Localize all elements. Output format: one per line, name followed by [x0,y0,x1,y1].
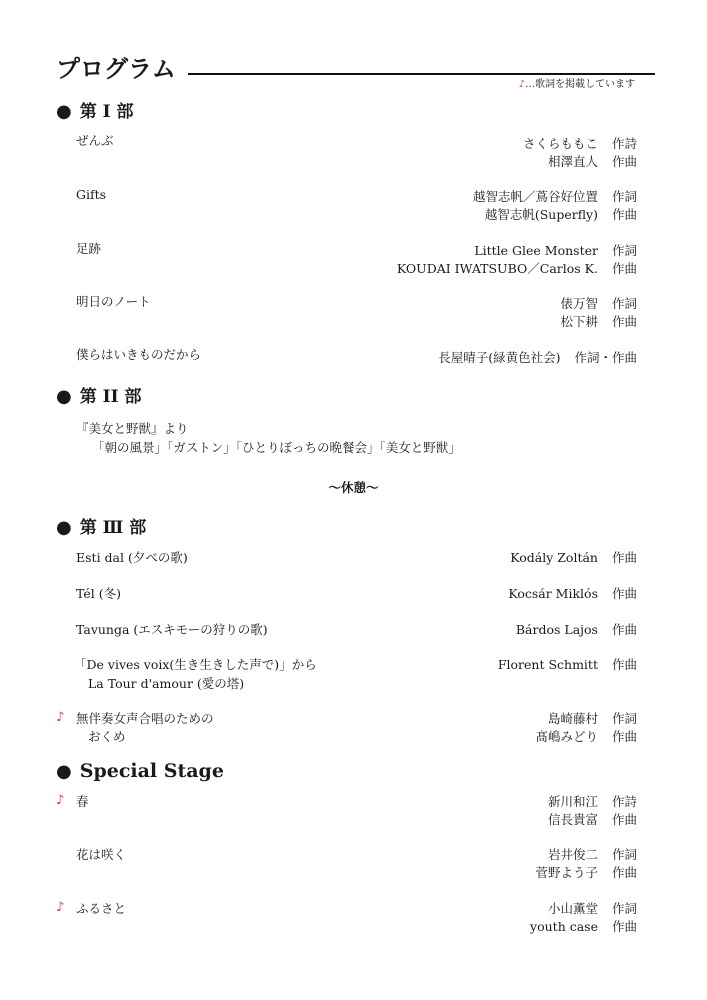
credit-line: 長屋晴子(緑黄色社会) 作詞・作曲 [438,350,637,365]
song-title-tavunga: Tavunga (エスキモーの狩りの歌) [76,622,268,637]
bullet-icon: ● [56,101,72,122]
intermission: 〜休憩〜 [328,480,379,495]
song-title-furusato: ふるさと [76,901,127,916]
music-note-icon: ♪ [56,900,65,915]
bullet-icon: ● [56,761,72,782]
song-title-tel: Tél (冬) [76,586,121,601]
song-title-ashiato: 足跡 [76,241,102,256]
credit-line: 小山薫堂 作詞 [547,901,637,916]
credit-line: 新川和江 作詩 [547,794,637,809]
title-underline [188,73,655,75]
part2-song-list: 「朝の風景」「ガストン」「ひとりぼっちの晩餐会」「美女と野獣」 [92,440,461,455]
music-note-icon: ♪ [56,710,65,725]
song-title-vives-voix: 「De vives voix(生き生きした声で)」から [74,657,317,672]
page-title: プログラム [56,54,176,83]
section-heading-special-stage: ● Special Stage [56,760,224,782]
section-heading-3: ● 第 Ⅲ 部 [56,517,147,538]
song-title-bokura: 僕らはいきものだから [76,347,202,362]
song-title-gifts: Gifts [76,187,107,202]
section-heading-1: ● 第 I 部 [56,101,134,122]
credit-line: 菅野よう子 作曲 [535,865,637,880]
credit-line: 岩井俊二 作詞 [547,847,637,862]
song-title-esti-dal: Esti dal (夕べの歌) [76,550,188,565]
credit-line: KOUDAI IWATSUBO／Carlos K. 作曲 [396,261,637,276]
credit-line: 越智志帆／蔦谷好位置 作詞 [472,189,637,204]
bullet-icon: ● [56,517,72,538]
credit-line: Kocsár Miklós 作曲 [508,586,637,601]
credit-line: Kodály Zoltán 作曲 [510,550,637,565]
legend-text: …歌詞を掲載しています [525,79,635,90]
credit-line: youth case 作曲 [530,919,637,934]
song-title-ashita: 明日のノート [76,294,151,309]
song-title-hana-wa-saku: 花は咲く [76,847,127,862]
credit-line: Little Glee Monster 作詞 [474,243,637,258]
part2-work-title: 『美女と野獣』より [76,421,189,436]
credit-line: Bárdos Lajos 作曲 [515,622,637,637]
credit-line: 越智志帆(Superfly) 作曲 [484,207,637,222]
section-heading-2: ● 第 II 部 [56,386,142,407]
credit-line: さくらももこ 作詩 [522,136,637,151]
song-subtitle-okume: おくめ [88,729,126,744]
credit-line: 相澤直人 作曲 [547,154,637,169]
credit-line: 松下耕 作曲 [560,314,637,329]
credit-line: 俵万智 作詞 [560,296,637,311]
credit-line: 島崎藤村 作詞 [547,711,637,726]
credit-line: Florent Schmitt 作曲 [497,657,637,672]
bullet-icon: ● [56,386,72,407]
song-title-zenbu: ぜんぶ [76,133,114,148]
song-title-okume: 無伴奏女声合唱のための [76,711,214,726]
music-note-icon: ♪ [518,79,525,90]
song-title-haru: 春 [76,794,89,809]
credit-line: 信長貴富 作曲 [547,812,637,827]
lyrics-legend [519,79,635,91]
music-note-icon: ♪ [56,793,65,808]
song-subtitle-tour-damour: La Tour d'amour (愛の塔) [88,676,245,691]
credit-line: 髙嶋みどり 作曲 [535,729,637,744]
